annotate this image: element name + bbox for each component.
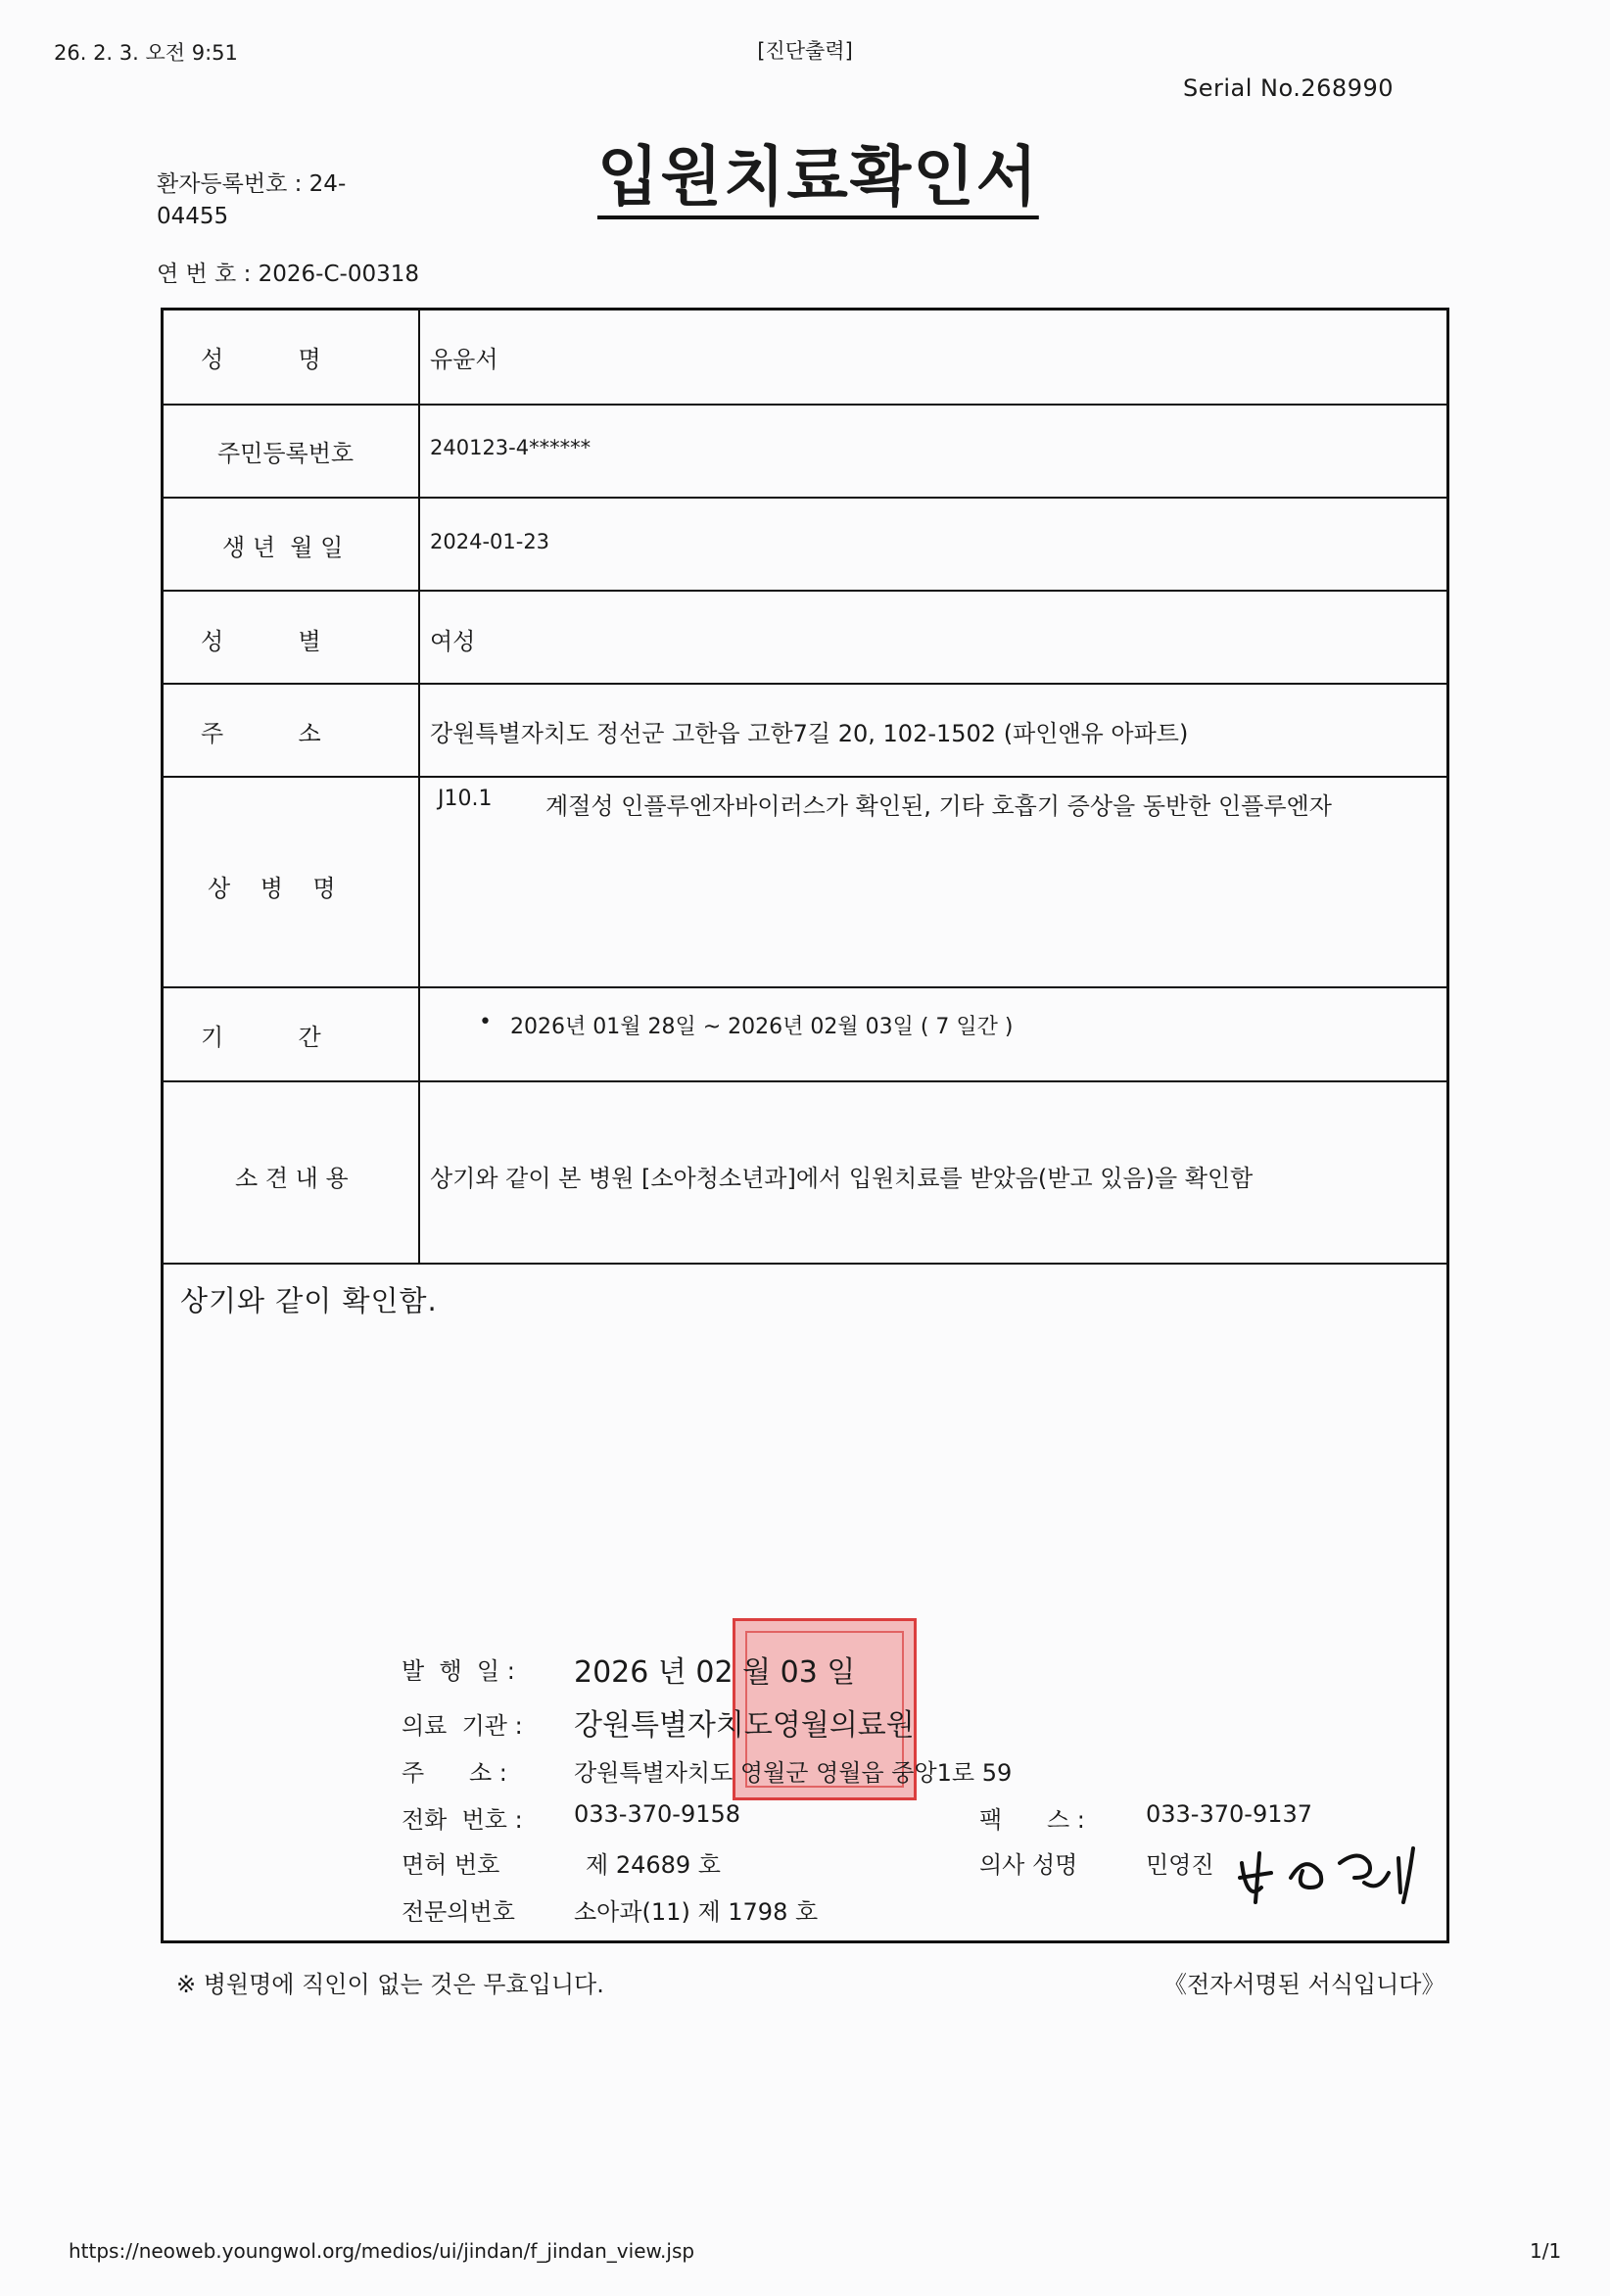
address-label: 주 소: [201, 720, 321, 747]
issue-date-value: 2026 년 02 월 03 일: [574, 1655, 856, 1690]
column-divider: [418, 311, 420, 1263]
name-label: 성 명: [201, 346, 321, 373]
print-url: https://neoweb.youngwol.org/medios/ui/jindan/f_jindan_view.jsp: [69, 2239, 695, 2263]
opinion-label: 소 견 내 용: [235, 1165, 349, 1192]
print-datetime: 26. 2. 3. 오전 9:51: [54, 41, 238, 65]
license-value: 제 24689 호: [586, 1851, 721, 1879]
address-value: 강원특별자치도 정선군 고한읍 고한7길 20, 102-1502 (파인앤유 아파트): [430, 720, 1189, 747]
institution-value: 강원특별자치도영월의료원: [574, 1708, 915, 1743]
row-divider: [164, 590, 1446, 592]
issuer-address-label: 주 소 :: [402, 1759, 507, 1787]
opinion-value: 상기와 같이 본 병원 [소아청소년과]에서 입원치료를 받았음(받고 있음)을 확인함: [430, 1165, 1254, 1192]
specialist-value: 소아과(11) 제 1798 호: [574, 1898, 819, 1926]
specialist-label: 전문의번호: [402, 1898, 515, 1926]
rrn-label: 주민등록번호: [217, 440, 355, 467]
print-header-title: [진단출력]: [757, 39, 853, 63]
bullet-icon: •: [479, 1010, 492, 1034]
row-divider: [164, 404, 1446, 406]
diagnosis-label: 상 병 명: [208, 875, 336, 902]
row-divider: [164, 497, 1446, 499]
esign-note: 《전자서명된 서식입니다》: [1163, 1971, 1445, 1998]
name-value: 유윤서: [430, 346, 498, 373]
fax-label: 팩 스 :: [979, 1806, 1085, 1834]
dob-label: 생 년 월 일: [222, 534, 344, 561]
dob-value: 2024-01-23: [430, 530, 550, 553]
diagnosis-value: 계절성 인플루엔자바이러스가 확인된, 기타 호흡기 증상을 동반한 인플루엔자: [545, 792, 1332, 820]
sex-label: 성 별: [201, 628, 321, 655]
row-divider: [164, 1080, 1446, 1082]
period-label: 기 간: [201, 1024, 321, 1051]
sex-value: 여성: [430, 628, 476, 655]
phone-value: 033-370-9158: [574, 1800, 741, 1828]
row-divider: [164, 986, 1446, 988]
seal-validity-note: ※ 병원명에 직인이 없는 것은 무효입니다.: [176, 1971, 604, 1998]
doctor-name-label: 의사 성명: [979, 1851, 1078, 1879]
issue-date-label: 발 행 일 :: [402, 1657, 515, 1685]
patient-registration-number: 환자등록번호 : 24-04455: [157, 171, 347, 229]
serial-number: Serial No.268990: [1183, 74, 1394, 102]
license-label: 면허 번호: [402, 1851, 500, 1879]
row-divider: [164, 683, 1446, 685]
row-divider: [164, 776, 1446, 778]
doctor-signature: [1232, 1834, 1428, 1912]
institution-label: 의료 기관 :: [402, 1712, 523, 1740]
period-value: 2026년 01월 28일 ~ 2026년 02월 03일 ( 7 일간 ): [510, 1015, 1014, 1039]
confirmation-statement: 상기와 같이 확인함.: [180, 1284, 438, 1317]
document-title: 입원치료확인서: [597, 139, 1039, 219]
document-serial-no: 연 번 호 : 2026-C-00318: [157, 262, 420, 287]
issuer-address-value: 강원특별자치도 영월군 영월읍 중앙1로 59: [574, 1759, 1013, 1787]
fax-value: 033-370-9137: [1146, 1800, 1313, 1828]
row-divider: [164, 1263, 1446, 1265]
doctor-name-value: 민영진: [1146, 1851, 1214, 1879]
phone-label: 전화 번호 :: [402, 1806, 523, 1834]
diagnosis-code: J10.1: [438, 787, 493, 811]
page-number: 1/1: [1530, 2239, 1562, 2263]
rrn-value: 240123-4******: [430, 436, 592, 459]
